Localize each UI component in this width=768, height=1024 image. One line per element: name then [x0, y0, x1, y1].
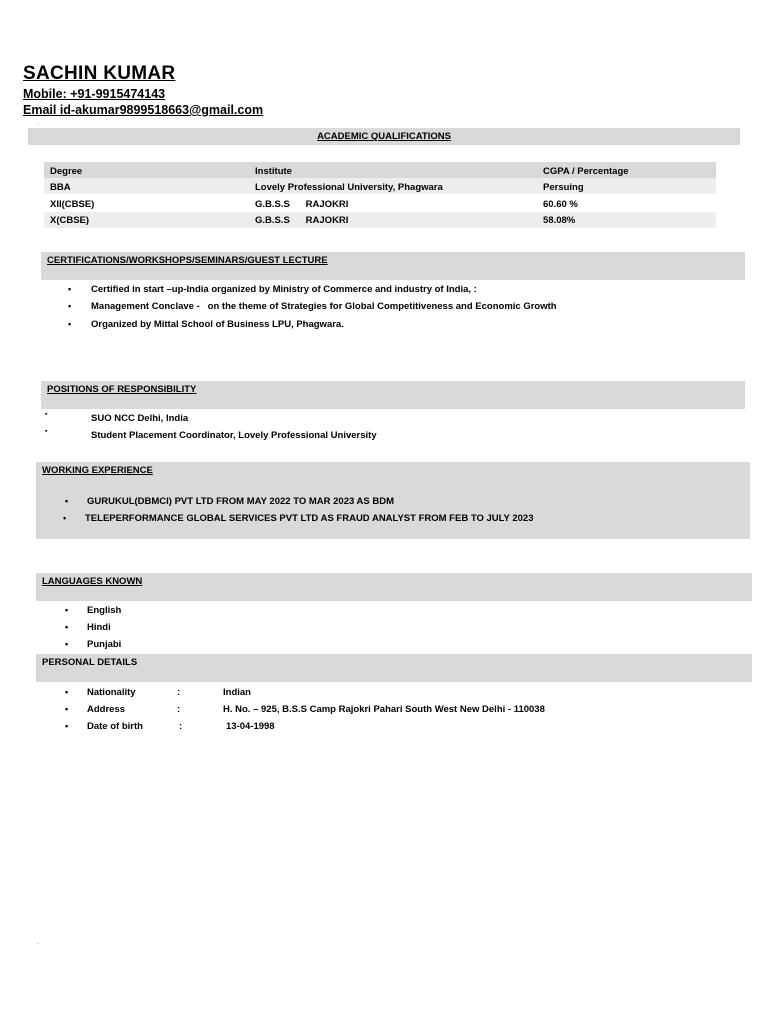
detail-label: Date of birth — [87, 721, 143, 732]
detail-separator: : — [179, 721, 183, 732]
bullet-mark: • — [65, 605, 69, 615]
experience-section-title: WORKING EXPERIENCE — [42, 465, 153, 476]
list-item: Certified in start –up-India organized by Ministry of Commerce and industry of India, : — [91, 284, 477, 295]
list-item: Student Placement Coordinator, Lovely Professional University — [91, 430, 377, 441]
detail-separator: : — [177, 704, 181, 715]
detail-value: H. No. – 925, B.S.S Camp Rajokri Pahari South West New Delhi - 110038 — [223, 704, 545, 715]
personal-section-band — [36, 654, 752, 682]
mobile-number: Mobile: +91-9915474143 — [23, 87, 166, 101]
list-item: Management Conclave - on the theme of Strategies for Global Competitiveness and Economic Growth — [91, 301, 557, 312]
bullet-mark: • — [65, 721, 69, 731]
bullet-mark: ▪ — [45, 428, 48, 435]
bullet-mark: • — [65, 704, 69, 714]
list-item: SUO NCC Delhi, India — [91, 413, 189, 424]
detail-label: Nationality — [87, 687, 136, 698]
detail-separator: : — [177, 687, 181, 698]
column-header-degree: Degree — [50, 166, 83, 177]
column-header-institute: Institute — [255, 166, 292, 177]
table-cell-institute: G.B.S.S RAJOKRI — [255, 215, 349, 226]
languages-section-band — [36, 573, 752, 601]
bullet-mark: • — [65, 622, 69, 632]
table-cell-score: 60.60 % — [543, 199, 578, 210]
list-item: Hindi — [87, 622, 111, 633]
bullet-mark: • — [68, 319, 72, 329]
personal-section-title: PERSONAL DETAILS — [42, 657, 138, 668]
list-item: Punjabi — [87, 639, 122, 650]
bullet-mark: • — [65, 639, 69, 649]
detail-value: Indian — [223, 687, 251, 698]
bullet-mark: • — [63, 513, 67, 523]
list-item: TELEPERFORMANCE GLOBAL SERVICES PVT LTD AS FRAUD ANALYST FROM FEB TO JULY 2023 — [85, 513, 534, 524]
stray-dot: . — [37, 940, 39, 946]
column-header-score: CGPA / Percentage — [543, 166, 629, 177]
table-cell-degree: X(CBSE) — [50, 215, 90, 226]
stray-dot: . — [37, 120, 39, 126]
list-item: English — [87, 605, 122, 616]
bullet-mark: • — [65, 687, 69, 697]
languages-section-title: LANGUAGES KNOWN — [42, 576, 143, 587]
academic-section-title: ACADEMIC QUALIFICATIONS — [317, 131, 451, 142]
certifications-section-title: CERTIFICATIONS/WORKSHOPS/SEMINARS/GUEST LECTURE — [47, 255, 328, 266]
detail-value: 13-04-1998 — [226, 721, 275, 732]
candidate-name: SACHIN KUMAR — [23, 63, 176, 84]
academic-table-row-bg — [44, 212, 716, 228]
table-cell-institute: G.B.S.S RAJOKRI — [255, 199, 349, 210]
bullet-mark: • — [68, 284, 72, 294]
list-item: Organized by Mittal School of Business LPU, Phagwara. — [91, 319, 344, 330]
positions-section-title: POSITIONS OF RESPONSIBILITY — [47, 384, 197, 395]
detail-label: Address — [87, 704, 126, 715]
email-address: Email id-akumar9899518663@gmail.com — [23, 103, 264, 117]
bullet-mark: ▪ — [45, 411, 48, 418]
table-cell-institute: Lovely Professional University, Phagwara — [255, 182, 443, 193]
table-cell-score: 58.08% — [543, 215, 576, 226]
list-item: GURUKUL(DBMCI) PVT LTD FROM MAY 2022 TO MAR 2023 AS BDM — [87, 496, 395, 507]
bullet-mark: • — [68, 301, 72, 311]
table-cell-score: Persuing — [543, 182, 584, 193]
bullet-mark: • — [65, 496, 69, 506]
table-cell-degree: XII(CBSE) — [50, 199, 95, 210]
table-cell-degree: BBA — [50, 182, 71, 193]
